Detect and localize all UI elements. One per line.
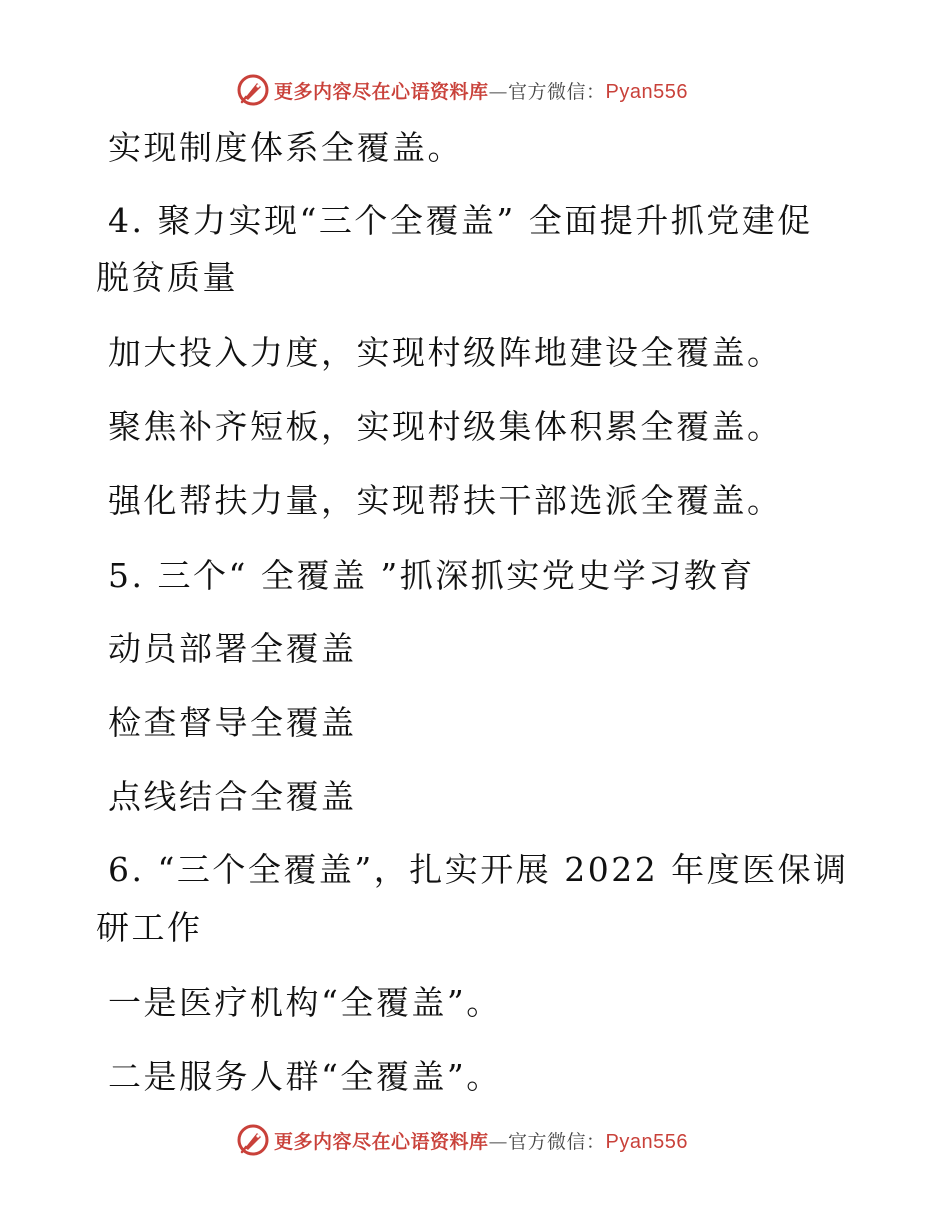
footer-banner [236, 1123, 688, 1157]
heading-item-5: 5. 三个“ 全覆盖 ”抓深抓实党史学习教育 [108, 556, 755, 595]
banner-official-label: 官方微信： [508, 1130, 606, 1153]
banner-official-label: 官方微信： [508, 80, 606, 103]
text-line: 实现制度体系全覆盖。 [108, 128, 463, 167]
heading-item-4: 4. 聚力实现“三个全覆盖” 全面提升抓党建促 [108, 201, 813, 240]
text-line: 强化帮扶力量，实现帮扶干部选派全覆盖。 [108, 481, 783, 520]
pen-nib-circle-icon [236, 1123, 270, 1157]
text-line: 二是服务人群“全覆盖”。 [108, 1057, 502, 1096]
header-banner [236, 73, 688, 107]
banner-dash: — [488, 80, 509, 103]
banner-main-text: 更多内容尽在心语资料库 [274, 80, 489, 103]
banner-text [274, 77, 688, 104]
pen-nib-circle-icon [236, 73, 270, 107]
heading-item-6-cont: 研工作 [96, 908, 203, 947]
text-line: 动员部署全覆盖 [108, 629, 357, 668]
banner-dash: — [488, 1130, 509, 1153]
banner-wechat-id: Pyan556 [605, 1130, 688, 1153]
heading-item-4-cont: 脱贫质量 [96, 258, 238, 297]
banner-text [274, 1127, 688, 1154]
text-line: 加大投入力度，实现村级阵地建设全覆盖。 [108, 333, 783, 372]
banner-wechat-id: Pyan556 [605, 80, 688, 103]
text-line: 检查督导全覆盖 [108, 703, 357, 742]
text-line: 一是医疗机构“全覆盖”。 [108, 983, 502, 1022]
heading-item-6: 6. “三个全覆盖”，扎实开展 2022 年度医保调 [108, 850, 849, 889]
banner-main-text: 更多内容尽在心语资料库 [274, 1130, 489, 1153]
text-line: 点线结合全覆盖 [108, 777, 357, 816]
text-line: 聚焦补齐短板，实现村级集体积累全覆盖。 [108, 407, 783, 446]
